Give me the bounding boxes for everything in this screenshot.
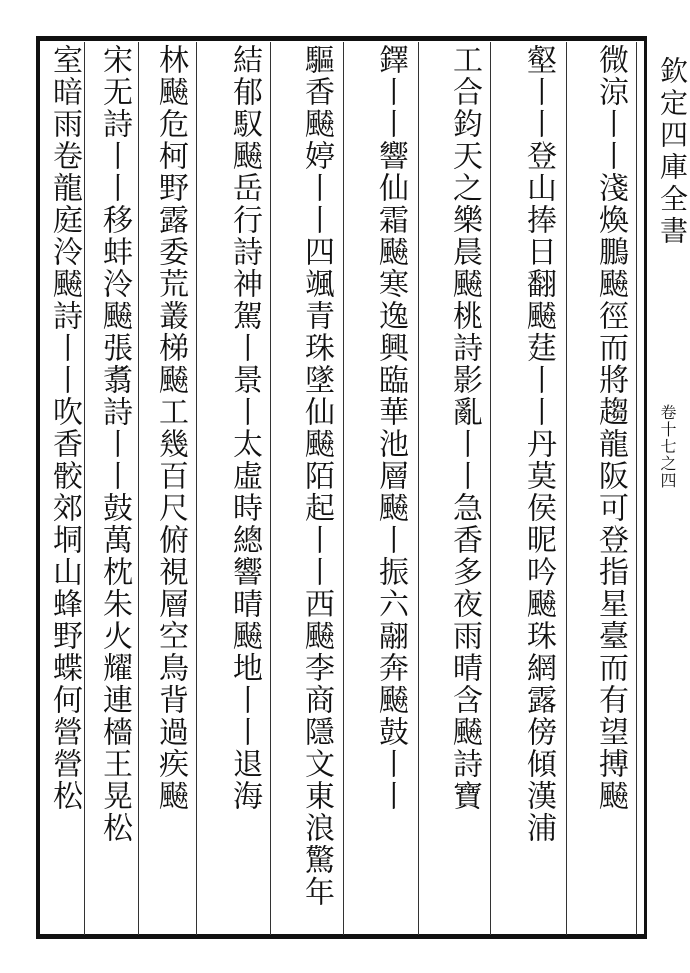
text-column	[446, 44, 482, 930]
column-text: 壑丨丨登山捧日翻飇莛丨丨丹莫侯昵吟飇珠網露傍傾漢浦	[521, 44, 556, 844]
column-text: 宋无詩丨丨移蚌泠飇張翥詩丨丨鼓萬枕朱火耀連檣王晃松	[97, 44, 132, 844]
text-column	[152, 44, 188, 930]
column-text: 結郁馭飇岳行詩神駕丨景丨太虛時總響晴飇地丨丨退海	[227, 44, 262, 812]
juan-label: 卷十七之四	[658, 404, 677, 489]
text-column	[96, 44, 132, 930]
column-text: 微涼丨丨淺煥鵬飇徑而將趨龍阪可登指星臺而有望搏飇	[593, 44, 628, 812]
column-text: 林飇危柯野露委荒叢梯飇工幾百尺俯視層空鳥背過疾飇	[153, 44, 188, 812]
text-column	[520, 44, 556, 930]
text-column	[298, 44, 334, 930]
column-divider	[566, 42, 567, 935]
column-divider	[138, 42, 139, 935]
column-text: 驅香飇婷丨丨四颯青珠墜仙飇陌起丨丨西飇李商隱文東浪驚年	[299, 44, 334, 908]
column-divider	[270, 42, 271, 935]
book-title: 欽定四庫全書	[656, 56, 689, 248]
text-column	[592, 44, 628, 930]
column-text: 室暗雨卷龍庭泠飇詩丨丨吹香骹郊垌山蜂野蝶何營營松	[47, 44, 82, 812]
text-column	[372, 44, 408, 930]
column-text: 工合鈞天之樂晨飇桃詩影亂丨丨急香多夜雨晴含飇詩寶	[447, 44, 482, 812]
text-column	[226, 44, 262, 930]
frame-top-rule	[36, 36, 646, 41]
column-divider	[418, 42, 419, 935]
column-text: 鐸丨丨響仙霜飇寒逸興臨華池層飇丨振六翮奔飇鼓丨丨	[373, 44, 408, 812]
column-divider	[84, 42, 85, 935]
column-divider	[196, 42, 197, 935]
column-divider	[343, 42, 344, 935]
text-column	[46, 44, 82, 930]
frame-left-rule	[36, 36, 40, 939]
frame-right-rule	[644, 36, 647, 939]
column-divider	[636, 42, 637, 935]
frame-bottom-rule	[36, 934, 646, 939]
column-divider	[490, 42, 491, 935]
